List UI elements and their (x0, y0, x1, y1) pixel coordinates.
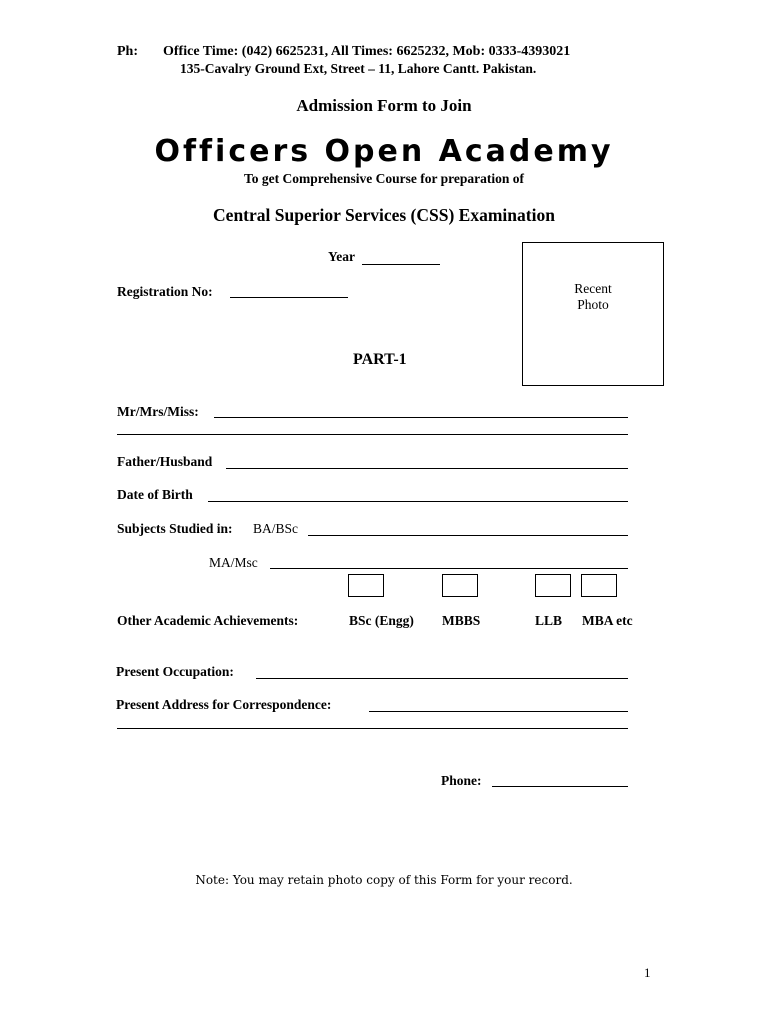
occupation-field[interactable] (256, 678, 628, 679)
father-label: Father/Husband (117, 454, 213, 469)
occupation-label: Present Occupation: (116, 664, 234, 679)
photo-box[interactable] (522, 242, 664, 386)
office-address: 135-Cavalry Ground Ext, Street – 11, Lahore Cantt. Pakistan. (180, 61, 537, 76)
address-field-continued[interactable] (117, 728, 628, 729)
tagline: To get Comprehensive Course for preparation of (244, 171, 524, 186)
other-achievements-label: Other Academic Achievements: (117, 613, 299, 628)
phone-field-label: Phone: (441, 773, 482, 788)
name-field[interactable] (214, 417, 628, 418)
page-number: 1 (644, 965, 651, 980)
admission-title: Admission Form to Join (296, 96, 472, 115)
ma-label: MA/Msc (209, 555, 258, 570)
achievement-mbbs: MBBS (442, 613, 481, 628)
llb-checkbox[interactable] (535, 574, 571, 597)
year-label: Year (328, 249, 355, 264)
subjects-label: Subjects Studied in: (117, 521, 233, 536)
mba-checkbox[interactable] (581, 574, 617, 597)
dob-field[interactable] (208, 501, 628, 502)
name-label: Mr/Mrs/Miss: (117, 404, 199, 419)
bsc-engg-checkbox[interactable] (348, 574, 384, 597)
photo-label-2: Photo (577, 297, 609, 312)
phone-field[interactable] (492, 786, 628, 787)
year-field[interactable] (362, 264, 440, 265)
contact-info: Office Time: (042) 6625231, All Times: 6625232, Mob: 0333-4393021 (163, 44, 571, 59)
registration-label: Registration No: (117, 284, 213, 299)
part-heading: PART-1 (353, 351, 407, 368)
note-text: Note: You may retain photo copy of this Form for your record. (195, 873, 573, 887)
exam-title: Central Superior Services (CSS) Examination (213, 205, 555, 225)
address-label: Present Address for Correspondence: (116, 697, 332, 712)
father-field[interactable] (226, 468, 628, 469)
address-field[interactable] (369, 711, 628, 712)
dob-label: Date of Birth (117, 487, 193, 502)
achievement-llb: LLB (535, 613, 563, 628)
phone-label: Ph: (117, 44, 138, 59)
photo-label-1: Recent (574, 281, 612, 296)
ba-field[interactable] (308, 535, 628, 536)
achievement-mba: MBA etc (582, 613, 633, 628)
achievement-bsc-engg: BSc (Engg) (349, 613, 414, 628)
ba-label: BA/BSc (253, 521, 299, 536)
ma-field[interactable] (270, 568, 628, 569)
name-field-continued[interactable] (117, 434, 628, 435)
registration-field[interactable] (230, 297, 348, 298)
mbbs-checkbox[interactable] (442, 574, 478, 597)
academy-title: Officers Open Academy (154, 134, 614, 169)
